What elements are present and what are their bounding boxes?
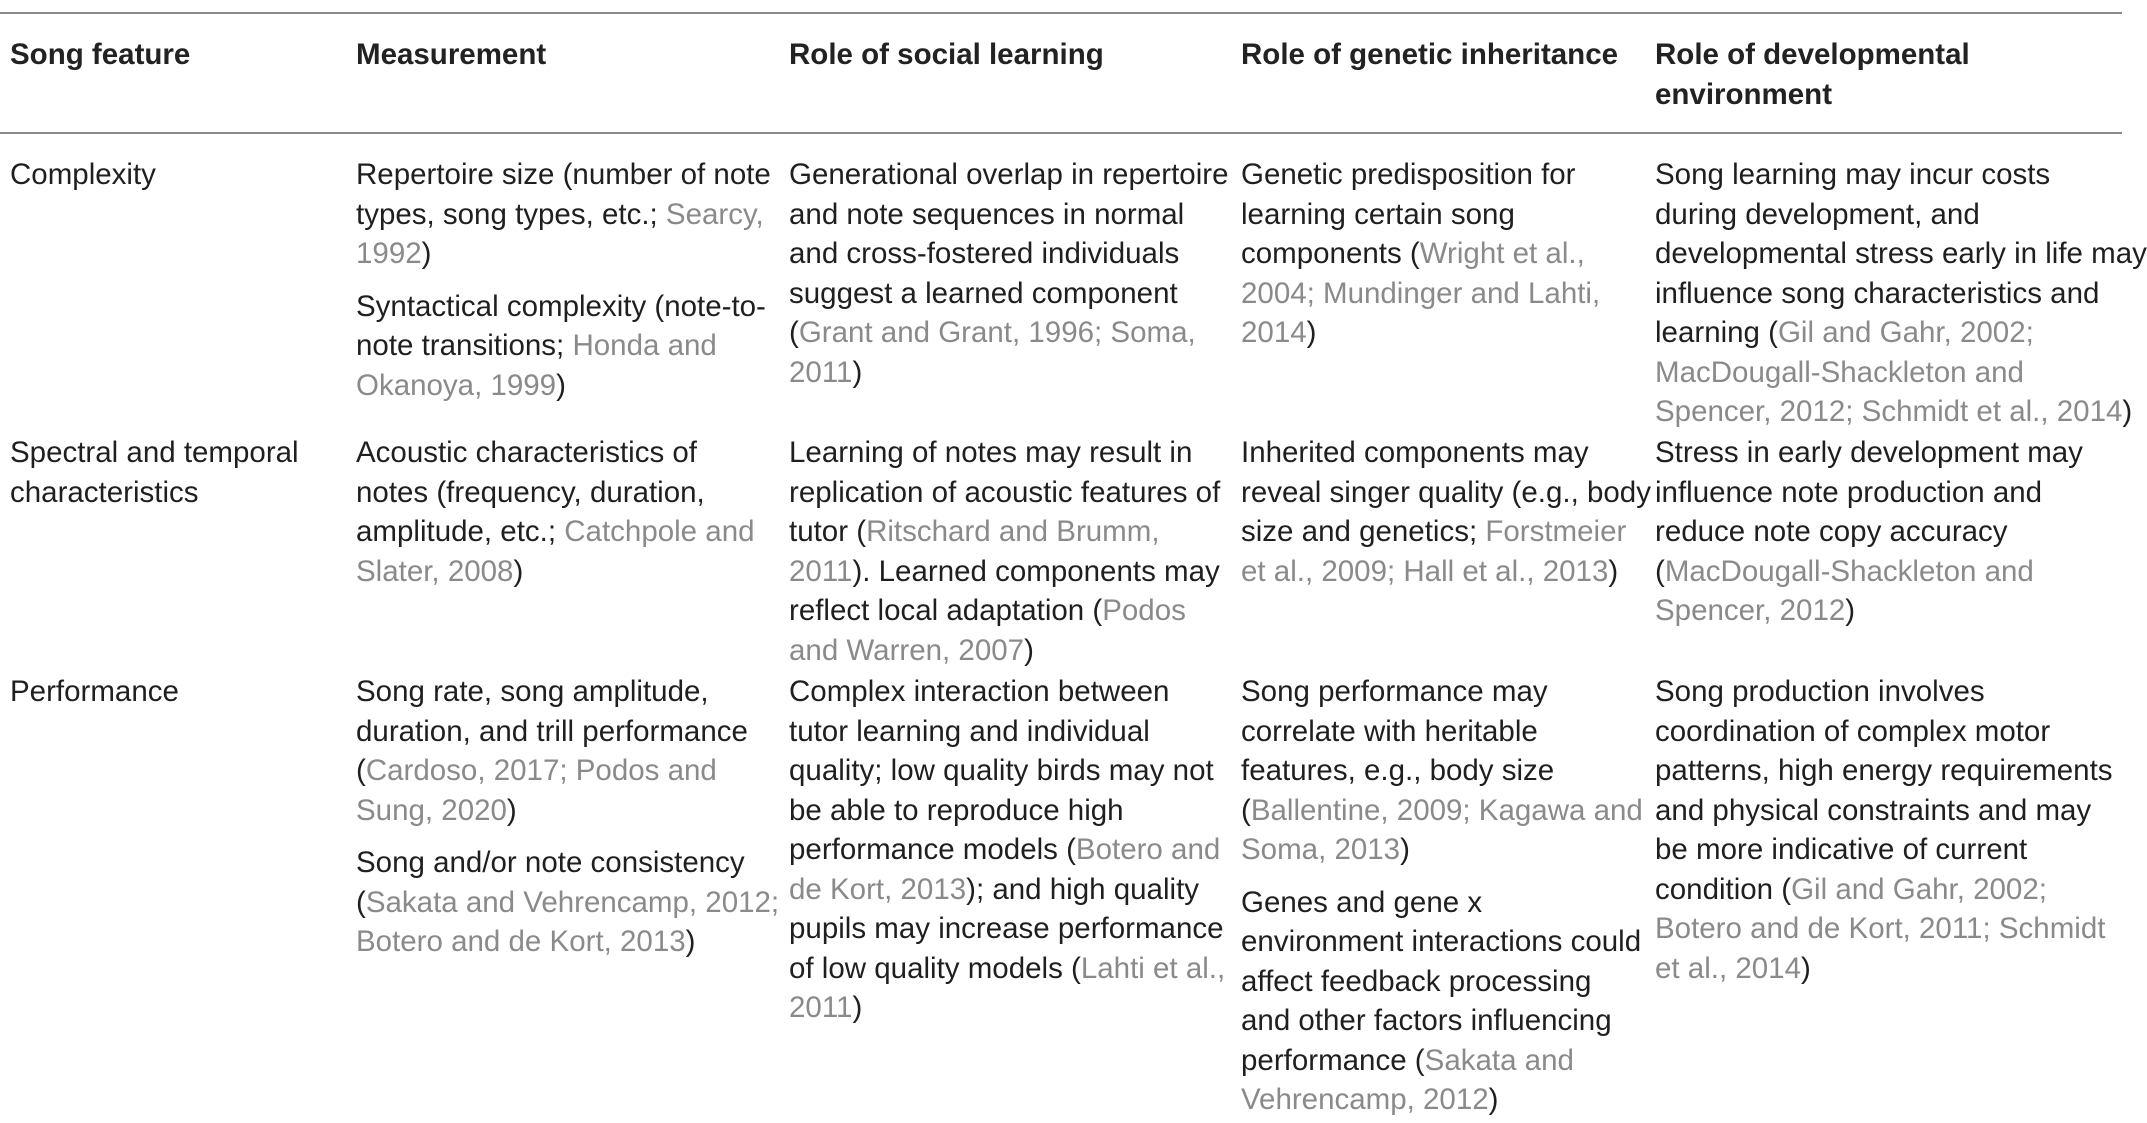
cell-text: Generational overlap in repertoire <box>789 158 1229 191</box>
cell-line <box>1241 552 1651 592</box>
cell-text: ). Learned components may <box>852 554 1220 588</box>
cell-text: affect feedback processing <box>1241 964 1592 998</box>
cell-line <box>1655 353 2147 393</box>
cell-text: Learning of notes may result in <box>789 436 1193 469</box>
cell-text: pupils may increase performance <box>789 912 1224 945</box>
header-genetic-inheritance <box>1241 35 1618 75</box>
citation-text: Lahti et al., <box>1080 951 1226 985</box>
cell-text: and other factors influencing <box>1241 1004 1612 1037</box>
cell-text: ) <box>513 554 524 588</box>
citation-text: 2014 <box>1241 316 1307 349</box>
cell-text: Syntactical complexity (note-to- <box>356 289 766 323</box>
citation-text: MacDougall-Shackleton and <box>1664 554 2034 588</box>
cell-paragraph <box>356 433 755 591</box>
citation-text: et al., 2009; Hall et al., 2013 <box>1241 554 1609 588</box>
citation-text: Sakata and Vehrencamp, 2012; <box>365 885 780 919</box>
cell-paragraph <box>1655 155 2147 432</box>
cell-line <box>789 552 1220 592</box>
cell-line <box>789 512 1220 552</box>
cell-text: ) <box>556 368 566 402</box>
cell-line <box>1241 274 1600 314</box>
cell-text: influence song characteristics and <box>1655 276 2100 310</box>
cell-text: and physical constraints and may <box>1655 793 2092 827</box>
cell-text: ( <box>1655 554 1665 588</box>
cell-paragraph <box>356 672 779 830</box>
citation-text: Spencer, 2012; Schmidt et al., 2014 <box>1655 395 2123 428</box>
citation-text: Soma, 2013 <box>1241 833 1401 866</box>
cell-text: learning ( <box>1655 316 1778 349</box>
citation-text: 2011 <box>789 554 853 588</box>
cell-paragraph <box>10 433 299 512</box>
cell-line <box>1655 870 2113 910</box>
cell-text: Stress in early development may <box>1655 436 2083 469</box>
cell-line <box>789 791 1225 831</box>
citation-text: Gil and Gahr, 2002; <box>1777 316 2034 349</box>
citation-text: Okanoya, 1999 <box>356 368 557 402</box>
cell-line <box>356 287 771 327</box>
cell-paragraph <box>1241 883 1643 1120</box>
cell-line <box>1241 512 1651 552</box>
cell-line <box>1655 751 2113 791</box>
cell-complexity-feature <box>10 155 156 195</box>
cell-line <box>356 512 755 552</box>
header-measurement <box>356 35 546 75</box>
cell-line <box>356 922 779 962</box>
cell-line <box>356 712 779 752</box>
cell-text: ) <box>1024 633 1034 667</box>
cell-text: tutor ( <box>789 515 867 548</box>
cell-line <box>1241 155 1600 195</box>
cell-text: performance models ( <box>789 833 1076 866</box>
cell-line <box>356 552 755 592</box>
cell-line <box>789 591 1220 631</box>
cell-text: ) <box>1400 833 1410 866</box>
cell-text: Song and/or note consistency <box>356 846 745 879</box>
citation-text: MacDougall-Shackleton and <box>1655 355 2024 389</box>
cell-line <box>789 195 1228 235</box>
header-line: Measurement <box>356 38 547 71</box>
cell-text: components ( <box>1241 237 1420 270</box>
cell-text: influence note production and <box>1655 475 2043 509</box>
cell-line <box>356 234 771 274</box>
cell-line <box>356 366 771 406</box>
cell-text: of low quality models ( <box>789 951 1081 985</box>
cell-line <box>789 751 1225 791</box>
cell-line <box>1241 1080 1643 1120</box>
cell-text: Inherited components may <box>1241 436 1589 469</box>
cell-line <box>356 473 755 513</box>
cell-text: size and genetics; <box>1241 515 1486 548</box>
top-rule <box>0 12 2122 14</box>
cell-line <box>1655 155 2147 195</box>
cell-paragraph <box>356 155 771 274</box>
cell-line <box>1655 591 2083 631</box>
cell-spectral-genetic <box>1241 433 1651 591</box>
citation-text: Spencer, 2012 <box>1655 594 1846 627</box>
cell-line <box>789 909 1225 949</box>
cell-line <box>1655 274 2147 314</box>
cell-paragraph <box>789 155 1228 392</box>
cell-line <box>1241 473 1651 513</box>
citation-text: Ritschard and Brumm, <box>866 515 1160 548</box>
cell-text: amplitude, etc.; <box>356 515 565 548</box>
cell-text: Genetic predisposition for <box>1241 158 1576 191</box>
cell-line <box>356 751 779 791</box>
cell-text: ) <box>1306 316 1317 349</box>
cell-text: and cross-fostered individuals <box>789 237 1180 270</box>
cell-paragraph <box>1241 155 1600 353</box>
cell-line <box>1655 949 2113 989</box>
citation-text: 2011 <box>789 355 853 389</box>
citation-text: Gil and Gahr, 2002; <box>1791 872 2047 906</box>
citation-text: Catchpole and <box>564 515 755 548</box>
citation-text: de Kort, 2013 <box>789 872 967 906</box>
header-song-feature <box>10 35 190 75</box>
cell-paragraph <box>1241 672 1643 870</box>
cell-text: ) <box>2122 395 2133 428</box>
cell-text: suggest a learned component <box>789 276 1178 310</box>
cell-text: ) <box>1608 554 1619 588</box>
citation-text: Vehrencamp, 2012 <box>1241 1083 1489 1116</box>
cell-line <box>1241 922 1643 962</box>
cell-line <box>10 155 156 195</box>
cell-line <box>356 883 779 923</box>
cell-text: environment interactions could <box>1241 925 1642 958</box>
cell-performance-measurement <box>356 672 779 962</box>
cell-line <box>789 313 1228 353</box>
cell-text: ) <box>506 793 517 827</box>
cell-line <box>1241 672 1643 712</box>
cell-line <box>789 830 1225 870</box>
cell-text: note transitions; <box>356 329 573 362</box>
cell-text: Acoustic characteristics of <box>356 436 698 469</box>
cell-line <box>1655 830 2113 870</box>
cell-line <box>356 326 771 366</box>
cell-line <box>1655 195 2147 235</box>
cell-line <box>789 274 1228 314</box>
cell-text: ( <box>356 885 366 919</box>
cell-line <box>1655 313 2147 353</box>
cell-line <box>356 155 771 195</box>
cell-text: and note sequences in normal <box>789 197 1185 231</box>
cell-paragraph <box>1241 433 1651 591</box>
citation-text: Botero and <box>1075 833 1221 866</box>
cell-paragraph <box>789 433 1220 670</box>
cell-performance-developmental <box>1655 672 2113 988</box>
citation-text: Botero and de Kort, 2013 <box>356 925 686 958</box>
cell-text: ( <box>1241 793 1251 827</box>
cell-text: ) <box>852 991 863 1024</box>
cell-paragraph <box>1655 672 2113 988</box>
cell-line <box>789 353 1228 393</box>
cell-text: during development, and <box>1655 197 1980 231</box>
cell-text: Song rate, song amplitude, <box>356 675 709 708</box>
citation-text: et al., 2014 <box>1655 951 1801 985</box>
cell-complexity-social-learning <box>789 155 1228 392</box>
cell-line <box>789 631 1220 671</box>
cell-line <box>789 870 1225 910</box>
cell-performance-genetic <box>1241 672 1643 1120</box>
cell-text: replication of acoustic features of <box>789 475 1221 509</box>
cell-line <box>1655 473 2083 513</box>
cell-line <box>10 433 299 473</box>
cell-line <box>789 949 1225 989</box>
cell-line <box>1241 1041 1643 1081</box>
cell-paragraph <box>789 672 1225 1028</box>
citation-text: Honda and <box>572 329 717 362</box>
cell-text: quality; low quality birds may not <box>789 754 1214 787</box>
cell-text: reflect local adaptation ( <box>789 594 1103 627</box>
cell-line <box>1655 791 2113 831</box>
cell-line <box>1655 552 2083 592</box>
cell-text: ) <box>421 237 432 270</box>
cell-line <box>789 433 1220 473</box>
cell-text: reduce note copy accuracy <box>1655 515 2008 548</box>
citation-text: Sung, 2020 <box>356 793 507 827</box>
cell-spectral-social-learning <box>789 433 1220 670</box>
citation-text: Podos <box>1102 594 1186 627</box>
cell-complexity-developmental <box>1655 155 2147 432</box>
citation-text: Ballentine, 2009; Kagawa and <box>1250 793 1643 827</box>
cell-complexity-genetic <box>1241 155 1600 353</box>
cell-line <box>356 672 779 712</box>
cell-line <box>356 843 779 883</box>
header-rule <box>0 132 2122 134</box>
cell-line <box>789 473 1220 513</box>
cell-line <box>1241 791 1643 831</box>
cell-line <box>789 712 1225 752</box>
cell-text: characteristics <box>10 475 199 509</box>
cell-text: ); and high quality <box>966 872 1200 906</box>
citation-text: Grant and Grant, 1996; Soma, <box>798 316 1196 349</box>
cell-line <box>789 672 1225 712</box>
cell-text: Complexity <box>10 158 156 191</box>
cell-paragraph <box>10 155 156 195</box>
header-line: Role of genetic inheritance <box>1241 38 1619 71</box>
cell-line <box>356 195 771 235</box>
cell-text: ) <box>685 925 696 958</box>
citation-text: Botero and de Kort, 2011; Schmidt <box>1655 912 2106 945</box>
cell-line <box>1655 512 2083 552</box>
citation-text: Cardoso, 2017; Podos and <box>365 754 717 787</box>
cell-line <box>1655 392 2147 432</box>
cell-line <box>1241 830 1643 870</box>
cell-text: Performance <box>10 675 179 708</box>
cell-text: Song learning may incur costs <box>1655 158 2051 191</box>
cell-line <box>789 234 1228 274</box>
cell-text: coordination of complex motor <box>1655 714 2051 748</box>
cell-text: learning certain song <box>1241 197 1515 231</box>
cell-line <box>1241 883 1643 923</box>
cell-text: be more indicative of current <box>1655 833 2028 866</box>
cell-paragraph <box>10 672 179 712</box>
cell-line <box>1241 313 1600 353</box>
cell-paragraph <box>1655 433 2083 631</box>
cell-line <box>1655 712 2113 752</box>
citation-text: Searcy, <box>665 197 764 231</box>
cell-text: ) <box>1488 1083 1499 1116</box>
citation-text: and Warren, 2007 <box>789 633 1025 667</box>
header-developmental-environment <box>1655 35 1970 114</box>
cell-paragraph <box>356 843 779 962</box>
citation-text: Slater, 2008 <box>356 554 514 588</box>
cell-complexity-measurement <box>356 155 771 405</box>
cell-text: Complex interaction between <box>789 675 1170 708</box>
cell-performance-feature <box>10 672 179 712</box>
cell-text: features, e.g., body size <box>1241 754 1555 787</box>
header-line: Role of social learning <box>789 38 1104 71</box>
cell-performance-social-learning <box>789 672 1225 1028</box>
cell-text: be able to reproduce high <box>789 793 1124 827</box>
cell-line <box>1241 1001 1643 1041</box>
cell-text: ( <box>356 754 366 787</box>
header-line: Song feature <box>10 38 191 71</box>
cell-text: ) <box>852 355 863 389</box>
header-social-learning <box>789 35 1104 75</box>
cell-line <box>1655 909 2113 949</box>
cell-spectral-developmental <box>1655 433 2083 631</box>
cell-text: notes (frequency, duration, <box>356 475 705 509</box>
cell-text: Spectral and temporal <box>10 436 299 469</box>
citation-text: 2004; Mundinger and Lahti, <box>1241 276 1601 310</box>
header-line: Role of developmental <box>1655 38 1970 71</box>
cell-text: condition ( <box>1655 872 1792 906</box>
cell-text: performance ( <box>1241 1043 1425 1077</box>
cell-line <box>1241 433 1651 473</box>
cell-text: tutor learning and individual <box>789 714 1150 748</box>
cell-text: ( <box>789 316 799 349</box>
cell-paragraph <box>356 287 771 406</box>
citation-text: Wright et al., <box>1419 237 1585 270</box>
cell-text: Genes and gene x <box>1241 885 1483 919</box>
cell-line <box>10 473 299 513</box>
cell-line <box>356 433 755 473</box>
cell-line <box>1655 234 2147 274</box>
cell-text: reveal singer quality (e.g., body <box>1241 475 1651 509</box>
cell-line <box>1655 672 2113 712</box>
cell-text: types, song types, etc.; <box>356 197 666 231</box>
header-line: environment <box>1655 77 1833 111</box>
cell-line <box>1241 195 1600 235</box>
cell-line <box>1655 433 2083 473</box>
citation-text: 2011 <box>789 991 853 1024</box>
cell-text: patterns, high energy requirements <box>1655 754 2113 787</box>
cell-spectral-feature <box>10 433 299 512</box>
cell-line <box>356 791 779 831</box>
cell-line <box>1241 234 1600 274</box>
cell-text: Song production involves <box>1655 675 1985 708</box>
cell-text: correlate with heritable <box>1241 714 1538 748</box>
cell-text: ) <box>1800 951 1811 985</box>
cell-text: Repertoire size (number of note <box>356 158 771 191</box>
citation-text: Forstmeier <box>1485 515 1627 548</box>
cell-line <box>789 988 1225 1028</box>
citation-text: Sakata and <box>1424 1043 1574 1077</box>
cell-text: duration, and trill performance <box>356 714 748 748</box>
cell-text: ) <box>1845 594 1856 627</box>
cell-line <box>1241 962 1643 1002</box>
cell-text: Song performance may <box>1241 675 1548 708</box>
citation-text: 1992 <box>356 237 422 270</box>
cell-line <box>789 155 1228 195</box>
cell-spectral-measurement <box>356 433 755 591</box>
cell-line <box>10 672 179 712</box>
cell-text: developmental stress early in life may <box>1655 237 2147 270</box>
cell-line <box>1241 712 1643 752</box>
cell-line <box>1241 751 1643 791</box>
